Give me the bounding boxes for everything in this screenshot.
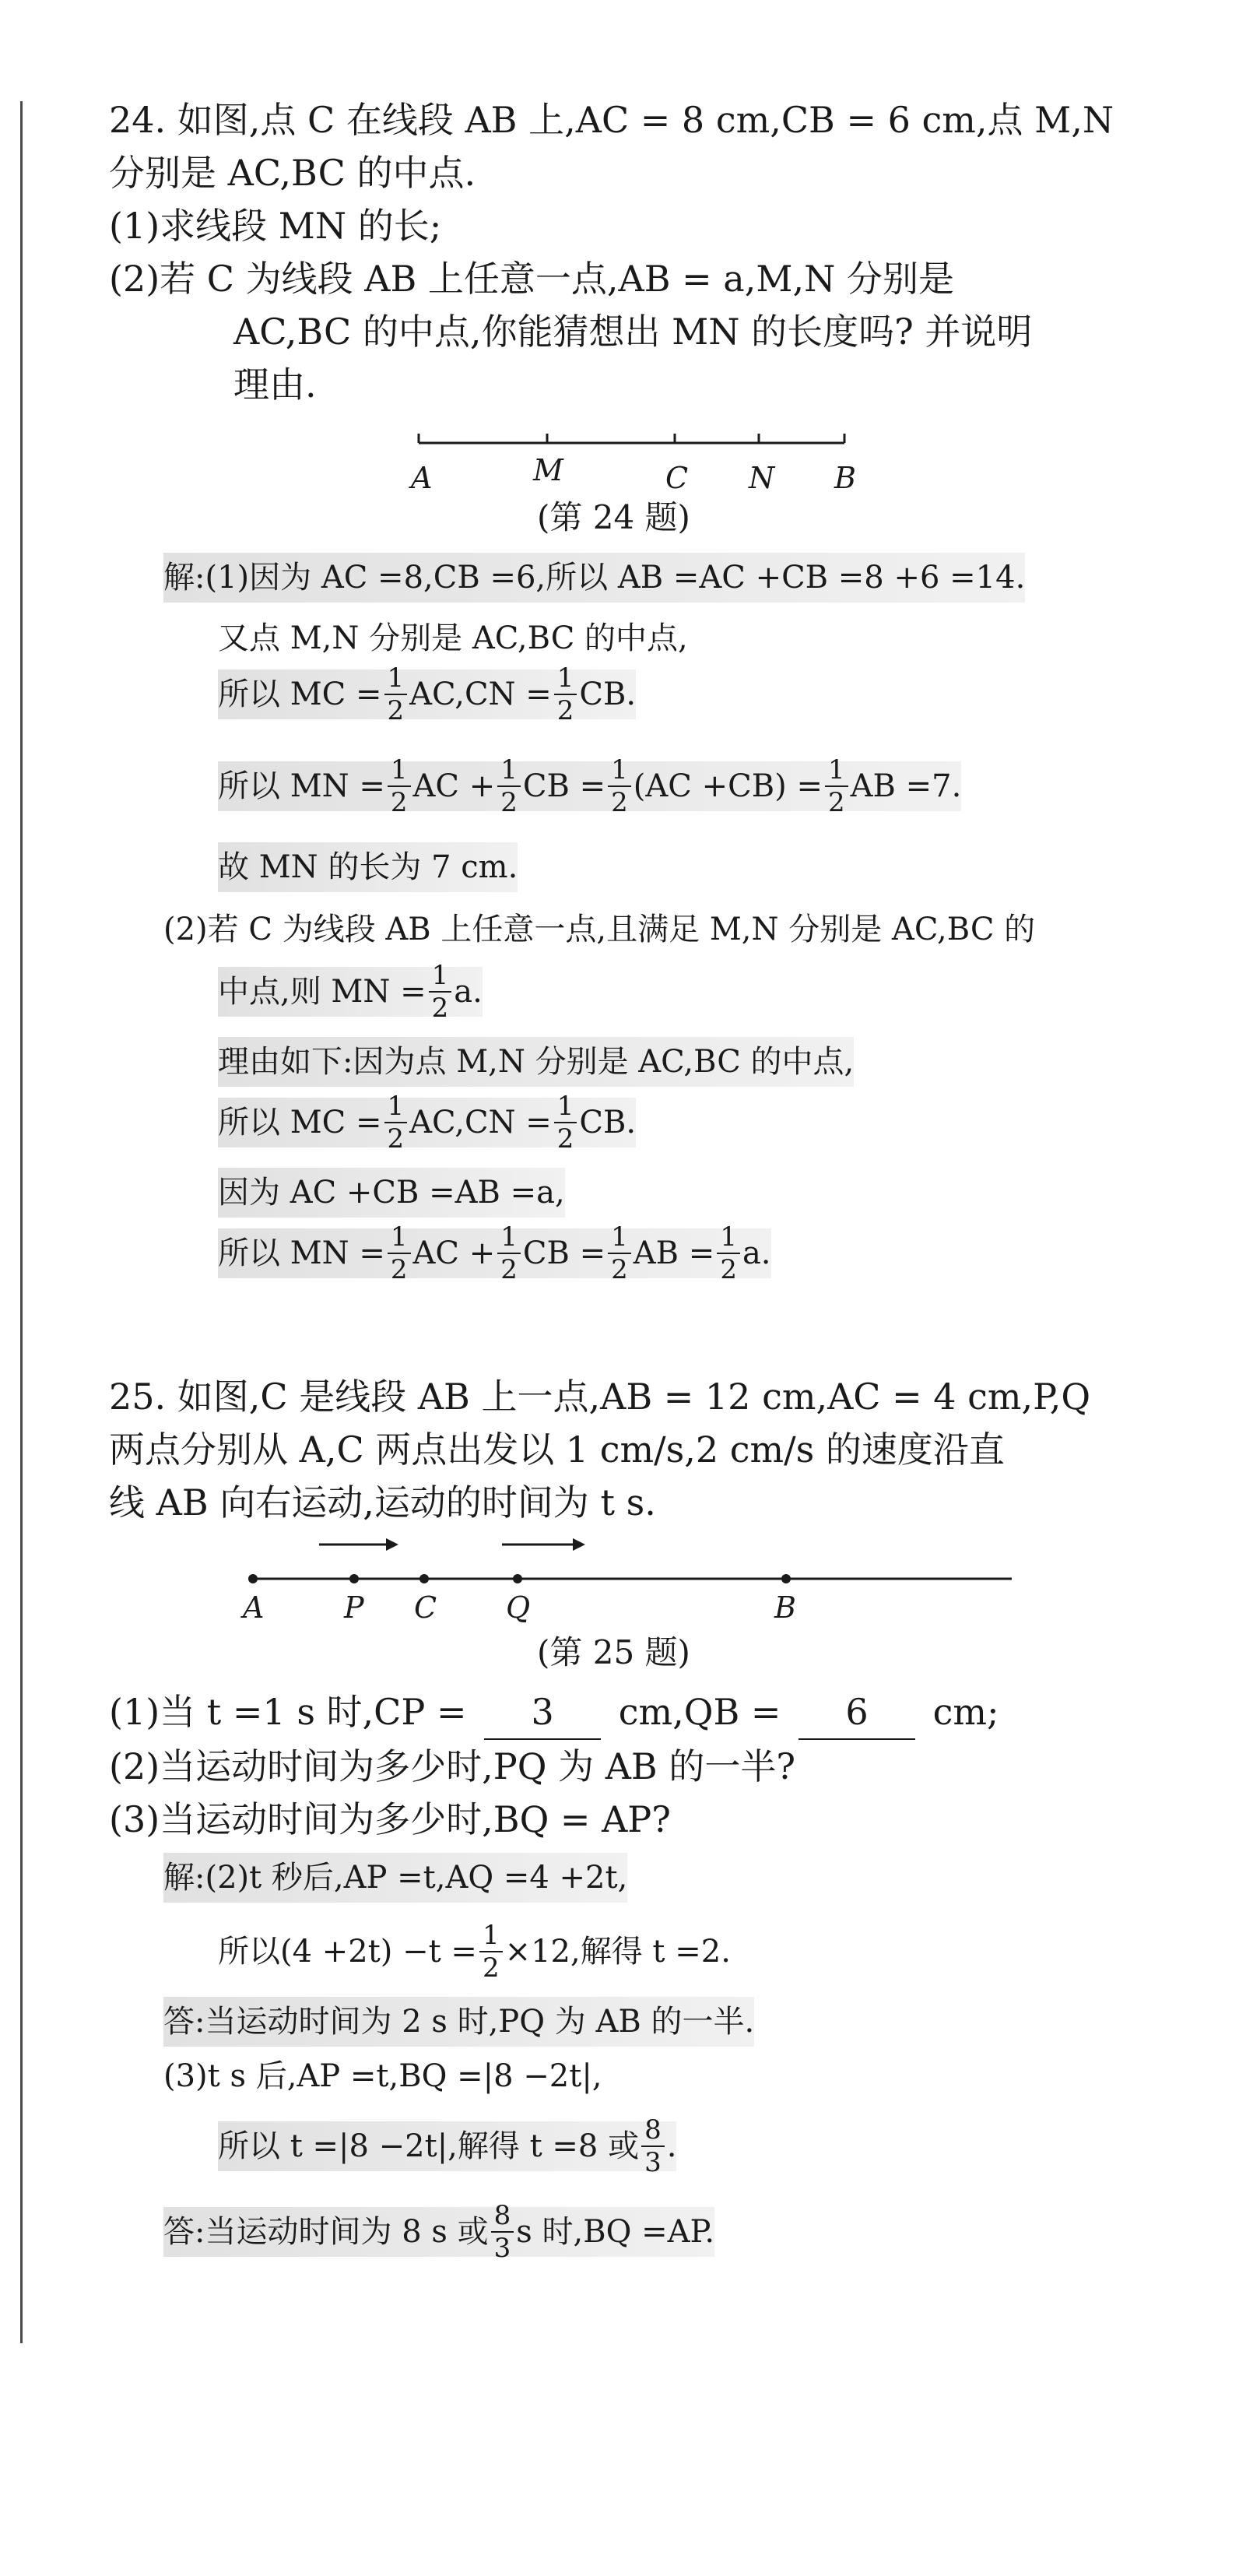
- point-a: [248, 1574, 258, 1583]
- fraction-half: $\frac{1}{2}$: [384, 1093, 408, 1152]
- q25-sol-line3: 答:当运动时间为 2 s 时,PQ 为 AB 的一半.: [163, 1997, 754, 2047]
- label-b: B: [834, 461, 856, 495]
- q25-caption: (第 25 题): [537, 1633, 690, 1671]
- label-c: C: [665, 461, 689, 495]
- fraction-half: $\frac{1}{2}$: [554, 1093, 577, 1152]
- fraction-half: $\frac{1}{2}$: [554, 665, 577, 724]
- q24-sol-line10: 因为 AC +CB =AB =a,: [218, 1168, 565, 1218]
- label-p: P: [344, 1590, 364, 1625]
- point-b: [781, 1574, 791, 1583]
- arrow-right-icon: [502, 1538, 585, 1551]
- q24-segment-figure: [389, 424, 872, 502]
- point-q: [513, 1574, 522, 1583]
- fraction-half: $\frac{1}{2}$: [429, 962, 452, 1021]
- label-a: A: [243, 1590, 265, 1625]
- fraction-half: $\frac{1}{2}$: [497, 757, 521, 816]
- label-a: A: [411, 461, 433, 495]
- label-q: Q: [506, 1590, 531, 1625]
- q25-stem-line1: 25. 如图,C 是线段 AB 上一点,AB = 12 cm,AC = 4 cm,P,Q: [109, 1376, 1091, 1418]
- q25-sol-line4: (3)t s 后,AP =t,BQ =|8 −2t|,: [163, 2058, 602, 2094]
- fraction-half: $\frac{1}{2}$: [497, 1224, 521, 1283]
- q25-sol-line6: 答:当运动时间为 8 s 或 $\frac{8}{3}$ s 时,BQ =AP.: [163, 2200, 715, 2264]
- fraction-half: $\frac{1}{2}$: [825, 757, 848, 816]
- fraction-half: $\frac{1}{2}$: [479, 1922, 503, 1981]
- point-c: [419, 1574, 429, 1583]
- q24-stem: [109, 93, 1121, 411]
- point-p: [349, 1574, 359, 1583]
- label-n: N: [749, 461, 775, 495]
- q24-sol-line8: 理由如下:因为点 M,N 分别是 AC,BC 的中点,: [218, 1037, 854, 1087]
- q25-part1: (1)当 t =1 s 时,CP = 3 cm,QB = 6 cm;: [109, 1685, 1121, 1740]
- q25-stem-line3: 线 AB 向右运动,运动的时间为 t s.: [109, 1481, 656, 1523]
- q25-stem: [109, 1370, 1121, 1529]
- label-m: M: [533, 453, 563, 487]
- fraction-half: $\frac{1}{2}$: [384, 665, 408, 724]
- q24-part2-line2: AC,BC 的中点,你能猜想出 MN 的长度吗? 并说明: [233, 311, 1033, 353]
- q24-sol-line5: 故 MN 的长为 7 cm.: [218, 842, 518, 892]
- q25-parts: [109, 1685, 1121, 1846]
- answer-blank-cp: 3: [484, 1685, 601, 1740]
- label-c: C: [414, 1590, 437, 1625]
- q25-line-figure: [226, 1526, 1035, 1627]
- fraction-half: $\frac{1}{2}$: [388, 757, 411, 816]
- q24-sol-line6: (2)若 C 为线段 AB 上任意一点,且满足 M,N 分别是 AC,BC 的: [163, 912, 1036, 947]
- arrow-right-icon: [319, 1538, 398, 1551]
- q25-part3: (3)当运动时间为多少时,BQ = AP?: [109, 1798, 671, 1840]
- q24-sol-line7: 中点,则 MN = $\frac{1}{2}$ a.: [218, 960, 483, 1024]
- q24-part1: (1)求线段 MN 的长;: [109, 205, 442, 247]
- q25-part2: (2)当运动时间为多少时,PQ 为 AB 的一半?: [109, 1745, 795, 1787]
- q24-part2-line3: 理由.: [233, 364, 317, 406]
- q24-sol-line1: 解:(1)因为 AC =8,CB =6,所以 AB =AC +CB =8 +6 =14.: [163, 553, 1025, 603]
- q25-sol-line2: 所以(4 +2t) −t = $\frac{1}{2}$ ×12,解得 t =2.: [218, 1920, 731, 1984]
- q24-sol-line9: 所以 MC = $\frac{1}{2}$ AC,CN = $\frac{1}{2}$ CB.: [218, 1091, 637, 1154]
- margin-rule: [20, 101, 23, 2343]
- q24-part2-line1: (2)若 C 为线段 AB 上任意一点,AB = a,M,N 分别是: [109, 258, 954, 300]
- fraction-half: $\frac{1}{2}$: [608, 1224, 631, 1283]
- fraction-half: $\frac{1}{2}$: [608, 757, 631, 816]
- q24-stem-line1: 24. 如图,点 C 在线段 AB 上,AC = 8 cm,CB = 6 cm,点 M,N: [109, 99, 1114, 141]
- fraction-eight-thirds: $\frac{8}{3}$: [641, 2117, 665, 2176]
- q24-sol-line2: 又点 M,N 分别是 AC,BC 的中点,: [218, 620, 688, 656]
- fraction-eight-thirds: $\frac{8}{3}$: [491, 2202, 514, 2261]
- q24-caption: (第 24 题): [537, 498, 690, 536]
- q24-sol-line11: 所以 MN = $\frac{1}{2}$ AC + $\frac{1}{2}$ CB = $\frac{1}{2}$ AB = $\frac{1}{2}$ a.: [218, 1221, 771, 1285]
- q24-sol-line4: 所以 MN = $\frac{1}{2}$ AC + $\frac{1}{2}$ CB = $\frac{1}{2}$ (AC +CB) = $\frac{1}{2}$ AB =7.: [218, 754, 962, 818]
- q24-sol-line3: 所以 MC = $\frac{1}{2}$ AC,CN = $\frac{1}{2}$ CB.: [218, 662, 637, 726]
- q25-stem-line2: 两点分别从 A,C 两点出发以 1 cm/s,2 cm/s 的速度沿直: [109, 1429, 1005, 1471]
- label-b: B: [774, 1590, 796, 1625]
- fraction-half: $\frac{1}{2}$: [717, 1224, 740, 1283]
- answer-blank-qb: 6: [799, 1685, 915, 1740]
- fraction-half: $\frac{1}{2}$: [388, 1224, 411, 1283]
- q25-sol-line1: 解:(2)t 秒后,AP =t,AQ =4 +2t,: [163, 1853, 627, 1903]
- q24-stem-line2: 分别是 AC,BC 的中点.: [109, 152, 476, 194]
- q25-sol-line5: 所以 t =|8 −2t|,解得 t =8 或 $\frac{8}{3}$ .: [218, 2114, 677, 2178]
